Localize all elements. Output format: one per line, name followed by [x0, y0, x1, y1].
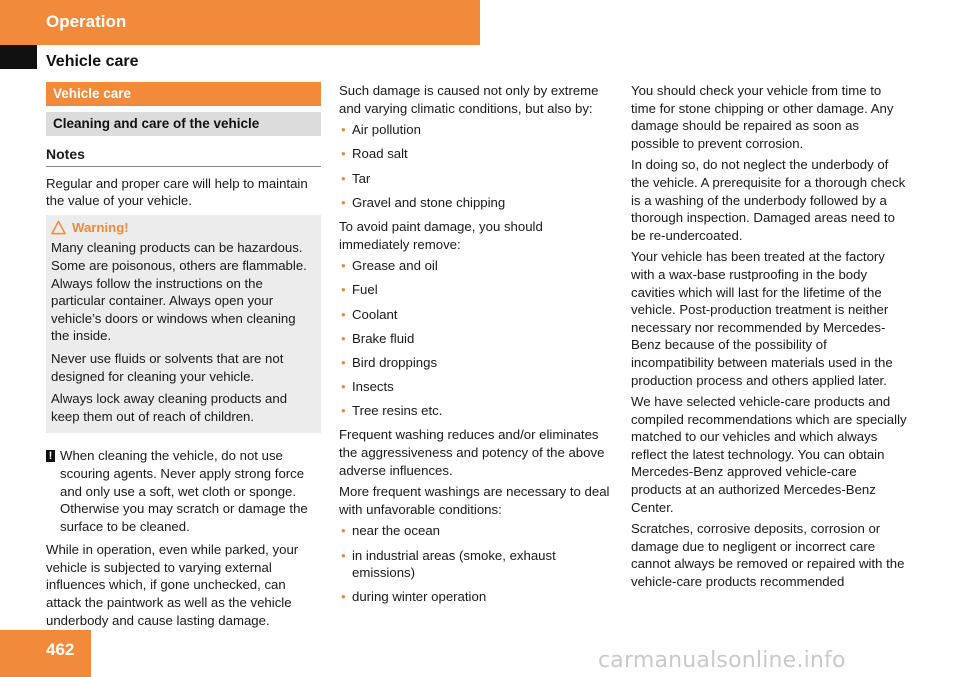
exclamation-note-icon: !: [46, 450, 55, 462]
list-item: • Coolant: [339, 306, 615, 324]
page-number: 462: [46, 640, 75, 659]
section-title: Operation: [46, 12, 127, 31]
column-2: [339, 82, 615, 613]
bullet-list: [339, 522, 615, 606]
body-paragraph: To avoid paint damage, you should immediately remove:: [339, 218, 543, 252]
warning-paragraph: Never use fluids or solvents that are not designed for cleaning your vehicle.: [51, 350, 284, 384]
list-item: • Fuel: [339, 281, 615, 299]
column-3: [631, 82, 909, 595]
body-paragraph: Scratches, corrosive deposits, corrosion or damage due to negligent or incorrect care cannot always be removed or repaired with the vehicle-care products recommended: [631, 521, 905, 590]
page-subtitle: Vehicle care: [46, 53, 139, 70]
list-item: • in industrial areas (smoke, exhaust emissions): [339, 547, 615, 582]
body-paragraph: Frequent washing reduces and/or eliminates the aggressiveness and potency of the above adverse influences.: [339, 427, 605, 478]
warning-box: [46, 215, 321, 434]
list-item: • Grease and oil: [339, 257, 615, 275]
body-paragraph: Your vehicle has been treated at the factory with a wax-base rustproofing in the body cavities which will last for the lifetime of the vehicle. Post-production treatment is neither necessary nor recommended by Mercedes-Benz because of the possibility of incompatibility between materials used in the production process and others applied later.: [631, 249, 893, 388]
body-paragraph: You should check your vehicle from time to time for stone chipping or other damage. Any damage should be repaired as soon as possible to prevent corrosion.: [631, 83, 894, 151]
list-item: • Tar: [339, 170, 615, 188]
body-paragraph: More frequent washings are necessary to deal with unfavorable conditions:: [339, 484, 610, 517]
warning-paragraph: Many cleaning products can be hazardous. Some are poisonous, others are flammable. Always follow the instructions on the particular container. Always open your vehicle’s doors or windows when cleaning the inside.: [51, 240, 307, 344]
watermark: carmanualsonline.info: [598, 648, 846, 673]
note-block: [46, 447, 321, 535]
list-item: • Gravel and stone chipping: [339, 194, 615, 212]
notes-heading: Notes: [46, 146, 321, 167]
page-number-tab: [0, 630, 91, 677]
column-1: [46, 82, 321, 633]
bullet-list: [339, 121, 615, 211]
section-bar: Vehicle care: [46, 82, 321, 106]
list-item: • Bird droppings: [339, 354, 615, 372]
subsection-bar: Cleaning and care of the vehicle: [46, 112, 321, 136]
list-item: • Brake fluid: [339, 330, 615, 348]
warning-title-text: Warning!: [72, 219, 129, 235]
body-paragraph: While in operation, even while parked, your vehicle is subjected to varying external influences which, if gone unchecked, can attack the paintwork as well as the vehicle underbody and cause lasting damage.: [46, 542, 299, 628]
body-paragraph: Such damage is caused not only by extreme and varying climatic conditions, but also by:: [339, 83, 599, 116]
list-item: • Insects: [339, 378, 615, 396]
note-text: When cleaning the vehicle, do not use scouring agents. Never apply strong force and only use a soft, wet cloth or sponge. Otherwise you may scratch or damage the surface to be cleaned.: [60, 448, 308, 534]
intro-paragraph: Regular and proper care will help to maintain the value of your vehicle.: [46, 175, 308, 209]
body-paragraph: We have selected vehicle-care products and compiled recommendations which are specially matched to our vehicles and which always reflect the latest technology. You can obtain Mercedes-Benz approved vehicle-care products at an authorized Mercedes-Benz Center.: [631, 394, 907, 515]
list-item: • Road salt: [339, 145, 615, 163]
header-marker: [0, 45, 37, 69]
list-item: • Tree resins etc.: [339, 402, 615, 420]
warning-title: [51, 219, 316, 237]
list-item: • Air pollution: [339, 121, 615, 139]
header-section-tab: [0, 0, 480, 45]
list-item: • near the ocean: [339, 522, 615, 540]
list-item: • during winter operation: [339, 588, 615, 606]
warning-triangle-icon: [51, 220, 66, 235]
body-paragraph: In doing so, do not neglect the underbody of the vehicle. A prerequisite for a thorough check is a washing of the underbody followed by a thorough inspection. Damaged areas need to be re-undercoated.: [631, 157, 906, 243]
bullet-list: [339, 257, 615, 420]
warning-paragraph: Always lock away cleaning products and keep them out of reach of children.: [51, 391, 288, 424]
